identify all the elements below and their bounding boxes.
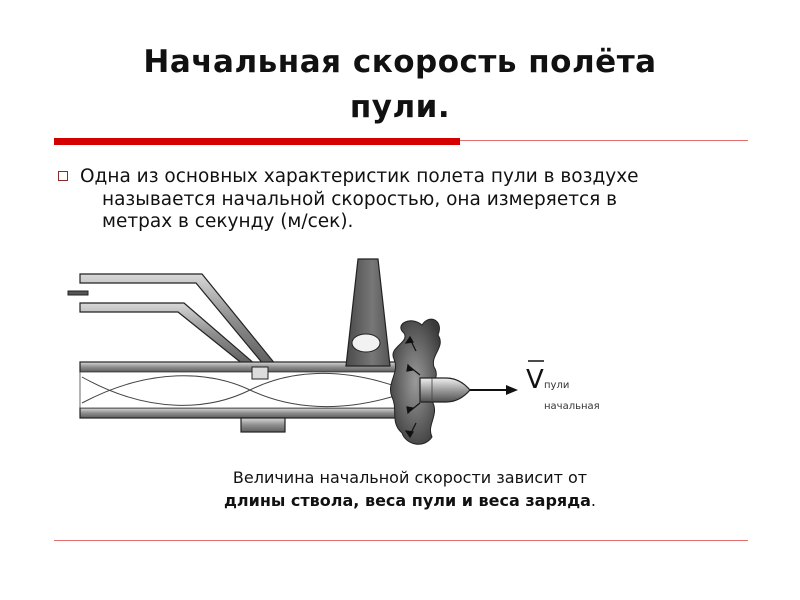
barrel-bore [80, 372, 400, 408]
gas-port-block [252, 367, 268, 379]
velocity-subscript-2: начальная [544, 401, 600, 412]
side-rod [68, 291, 88, 295]
caption-line1: Величина начальной скорости зависит от [232, 468, 588, 487]
caption [150, 466, 670, 512]
barrel-bottom-wall [80, 408, 400, 418]
velocity-arrowhead [506, 385, 518, 395]
upper-pipe [80, 274, 276, 365]
bottom-mount [241, 418, 285, 432]
title-underline-red [54, 138, 460, 145]
caption-end: . [590, 491, 597, 510]
velocity-symbol: V [526, 365, 544, 395]
square-bullet-icon [58, 171, 68, 181]
bullet-text: Одна из основных характеристик полета пули в воздухе называется начальной скоростью, она измеряется в метрах в секунду (м/сек). [80, 166, 639, 232]
slide-title-line1: Начальная скорость полёта [143, 44, 657, 80]
caption-line2-bold: длины ствола, веса пули и веса заряда [223, 491, 591, 510]
title-underline-thin [460, 140, 748, 141]
velocity-subscript-1: пули [544, 380, 570, 391]
caption-line2 [150, 489, 670, 512]
slide-title [60, 40, 740, 130]
barrel-diagram [60, 255, 620, 455]
bullet [420, 378, 470, 402]
footer-rule [54, 540, 748, 541]
bullet-paragraph [58, 166, 688, 234]
stand-hole [352, 334, 380, 352]
slide-title-line2: пули. [349, 89, 451, 125]
